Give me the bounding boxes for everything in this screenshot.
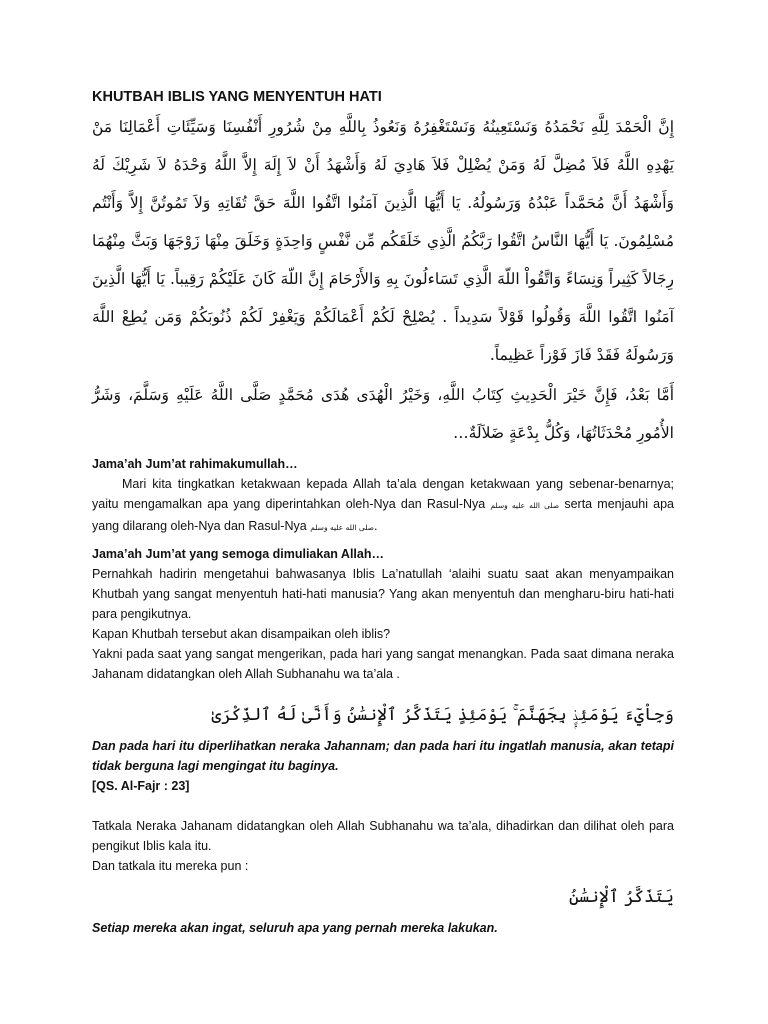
salawat-1: صلى الله عليه وسلم xyxy=(490,501,560,510)
document-page xyxy=(92,88,674,938)
paragraph-6: Dan tatkala itu mereka pun : xyxy=(92,859,249,873)
verse-reference: [QS. Al-Fajr : 23] xyxy=(92,779,190,793)
paragraph-2: Pernahkah hadirin mengetahui bahwasanya Iblis La’natullah ‘alaihi suatu saat akan menyampaikan Khutbah yang sangat menyentuh hati-hati manusia? Yang akan menyentuh dan mengharu-biru hati-hati para pengikutnya. xyxy=(92,567,674,621)
document-title: KHUTBAH IBLIS YANG MENYENTUH HATI xyxy=(92,89,382,105)
spacer xyxy=(92,796,674,816)
paragraph-1-part-b: serta menjauhi apa yang dilarang oleh-Nya dan Rasul-Nya xyxy=(92,497,675,533)
paragraph-3: Kapan Khutbah tersebut akan disampaikan oleh iblis? xyxy=(92,627,391,641)
quran-verse-al-fajr-23: وَجِاْيٓءَ يَوْمَئِذٍۭ بِجَهَنَّمَ ۚ يَوْمَئِذٍ يَتَذَكَّرُ ٱلْإِنسَٰنُ وَأَنَّىٰ لَهُ ٱلذِّكْرَىٰ xyxy=(211,705,674,725)
arabic-opening-khutbah: إِنَّ الْحَمْدَ لِلَّهِ نَحْمَدُهُ وَنَسْتَعِينُهُ وَنَسْتَغْفِرُهُ وَنَعُوذُ بِاللَّهِ مِنْ شُرُورِ أَنْفُسِنَا وَسَيِّئَاتِ أَعْمَالِنَا مَنْ يَهْدِهِ اللَّهُ فَلاَ مُضِلَّ لَهُ وَمَنْ يُضْلِلْ فَلاَ هَادِيَ لَهُ وَأَشْهَدُ أَنْ لاَ إِلَهَ إِلاَّ اللَّهُ وَحْدَهُ لاَ شَرِيْكَ لَهُ وَأَشْهَدُ أَنَّ مُحَمَّداً عَبْدُهُ وَرَسُولُهُ. يَا أَيُّهَا الَّذِينَ آمَنُوا اتَّقُوا اللَّهَ حَقَّ تُقَاتِهِ وَلاَ تَمُوتُنَّ إِلاَّ وَأَنْتُم مُسْلِمُونَ. يَا أَيُّهَا النَّاسُ اتَّقُوا رَبَّكُمُ الَّذِي خَلَقَكُم مِّن نَّفْسٍ وَاحِدَةٍ وَخَلَقَ مِنْهَا زَوْجَهَا وَبَثَّ مِنْهُمَا رِجَالاً كَثِيراً وَنِسَاءً وَاتَّقُواْ اللّهَ الَّذِي تَسَاءلُونَ بِهِ وَالأَرْحَامَ إِنَّ اللّهَ كَانَ عَلَيْكُمْ رَقِيباً. يَا أَيُّهَا الَّذِينَ آمَنُوا اتَّقُوا اللَّهَ وَقُولُوا قَوْلاً سَدِيداً . يُصْلِحْ لَكُمْ أَعْمَالَكُمْ وَيَغْفِرْ لَكُمْ ذُنُوبَكُمْ وَمَن يُطِعْ اللَّهَ وَرَسُولَهُ فَقَدْ فَازَ فَوْزاً عَظِيماً. xyxy=(92,118,674,364)
arabic-amma-badu: أَمَّا بَعْدُ، فَإِنَّ خَيْرَ الْحَدِيثِ كِتَابُ اللَّهِ، وَخَيْرُ الْهُدَى هُدَى مُحَمَّدٍ صَلَّى اللَّهُ عَلَيْهِ وَسَلَّمَ، وَشَرُّ الأُمُورِ مُحْدَثَاتُهَا، وَكُلُّ بِدْعَةٍ ضَلاَلَةٌ… xyxy=(92,386,674,442)
paragraph-1 xyxy=(92,474,674,538)
greeting-2: Jama’ah Jum’at yang semoga dimuliakan Allah… xyxy=(92,547,384,561)
greeting-1: Jama’ah Jum’at rahimakumullah… xyxy=(92,457,298,471)
paragraph-4: Yakni pada saat yang sangat mengerikan, pada hari yang sangat menangkan. Pada saat dimana neraka Jahanam didatangkan oleh Allah Subhanahu wa ta’ala . xyxy=(92,647,674,681)
phrase-translation: Setiap mereka akan ingat, seluruh apa yang pernah mereka lakukan. xyxy=(92,921,498,935)
verse-translation: Dan pada hari itu diperlihatkan neraka Jahannam; dan pada hari itu ingatlah manusia, akan tetapi tidak berguna lagi mengingat itu baginya. xyxy=(92,739,674,773)
paragraph-5: Tatkala Neraka Jahanam didatangkan oleh Allah Subhanahu wa ta’ala, dihadirkan dan dilihat oleh para pengikut Iblis kala itu. xyxy=(92,819,674,853)
paragraph-1-part-a: Mari kita tingkatkan ketakwaan kepada Allah ta’ala dengan ketakwaan yang sebenar-benarnya; yaitu mengamalkan apa yang diperintahkan oleh-Nya dan Rasul-Nya xyxy=(92,477,674,511)
salawat-2: صلى الله عليه وسلم xyxy=(310,523,374,532)
quran-phrase-yatadhakkaru: يَتَذَكَّرُ ٱلْإِنسَٰنُ xyxy=(568,887,674,907)
paragraph-1-part-c: . xyxy=(373,519,378,533)
